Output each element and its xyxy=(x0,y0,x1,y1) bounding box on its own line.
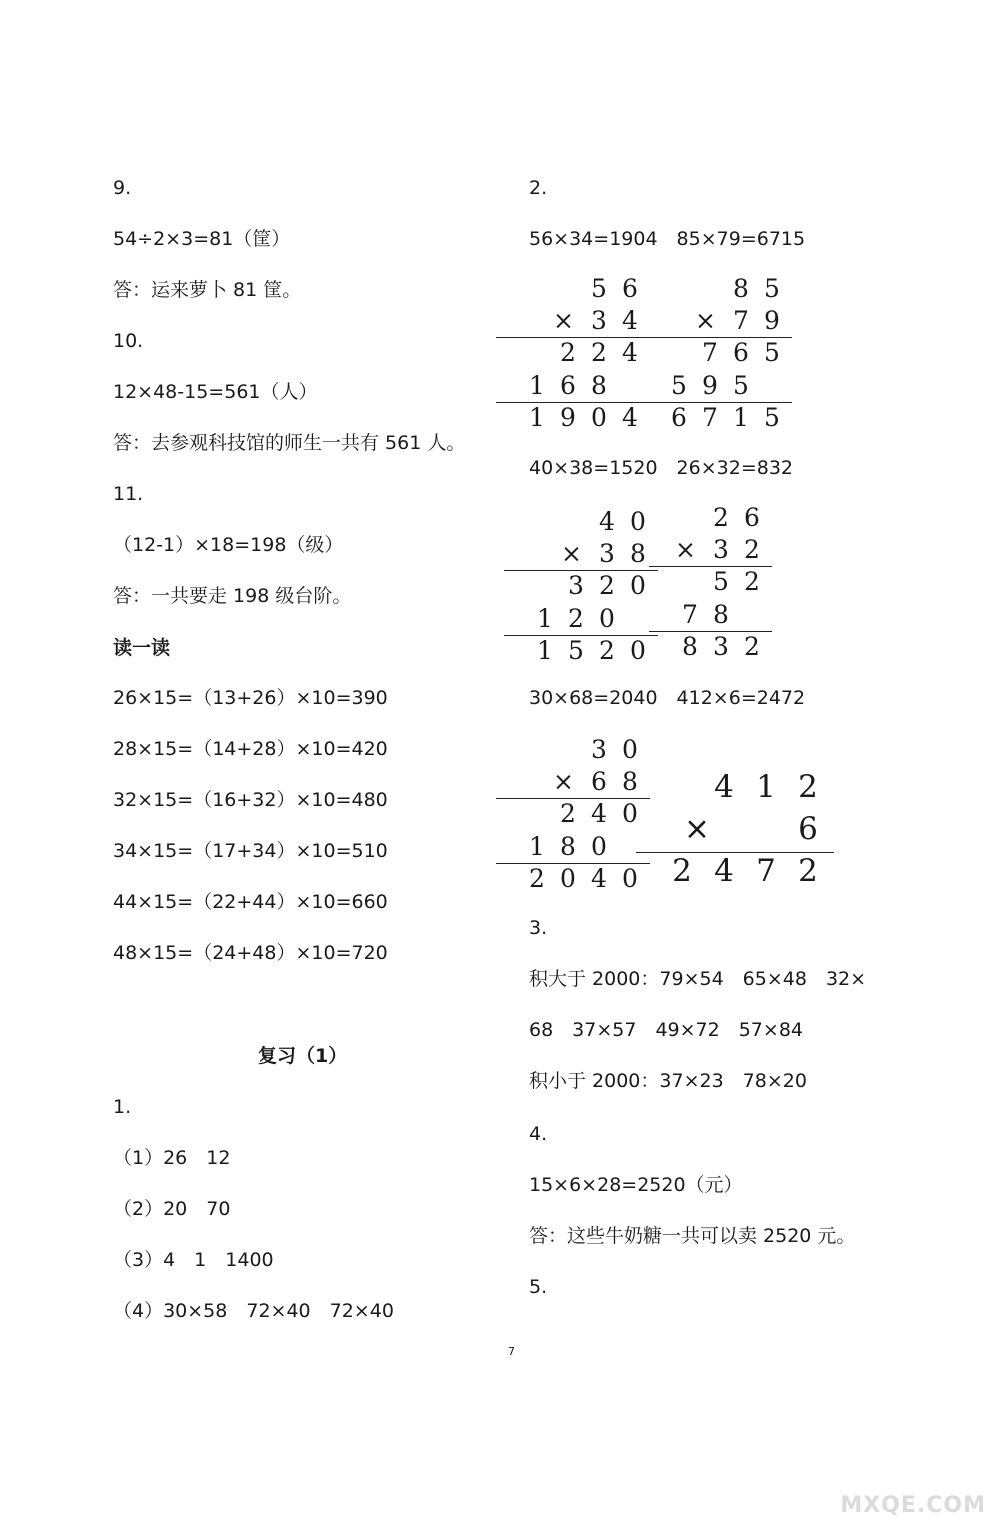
calc-digit: 0 xyxy=(599,603,615,633)
calc-digit: 2 xyxy=(672,853,692,889)
calc-digit: 8 xyxy=(682,631,698,661)
calc-digit: 1 xyxy=(756,769,776,805)
calc-digit: 2 xyxy=(798,853,818,889)
calc-digit: 8 xyxy=(560,831,576,861)
calc-digit: 0 xyxy=(622,863,638,893)
calc-digit: 4 xyxy=(622,338,638,368)
calc-digit: 1 xyxy=(529,831,545,861)
calc-digit: 5 xyxy=(568,635,584,665)
calc-digit: 4 xyxy=(622,402,638,432)
left-line: （1）26 12 xyxy=(113,1147,231,1169)
calc-digit: 3 xyxy=(568,571,584,601)
left-line: （2）20 70 xyxy=(113,1198,231,1220)
calc-digit: 6 xyxy=(798,811,818,847)
calc-digit: 0 xyxy=(630,507,646,536)
left-line: 44×15=（22+44）×10=660 xyxy=(113,891,388,913)
calc-digit: 3 xyxy=(713,631,729,661)
calc-digit: 6 xyxy=(733,338,749,368)
calc-digit: 3 xyxy=(591,306,607,336)
multiply-sign: × xyxy=(684,811,710,847)
calc-digit: 6 xyxy=(671,402,687,432)
calc-digit: 8 xyxy=(713,599,729,629)
left-line: 28×15=（14+28）×10=420 xyxy=(113,738,388,760)
calc-digit: 4 xyxy=(714,853,734,889)
right-line: 积大于 2000：79×54 65×48 32× xyxy=(529,968,867,990)
right-line: 4. xyxy=(529,1123,548,1145)
calc-digit: 6 xyxy=(560,370,576,400)
calc-digit: 1 xyxy=(537,603,553,633)
calc-digit: 2 xyxy=(744,535,760,565)
section-title: 复习（1） xyxy=(258,1045,348,1067)
left-line: （4）30×58 72×40 72×40 xyxy=(113,1300,394,1322)
calc-digit: 8 xyxy=(733,274,749,303)
right-line: 3. xyxy=(529,917,548,939)
page-number: 7 xyxy=(508,1345,515,1358)
calc-digit: 2 xyxy=(560,338,576,368)
multiply-sign: × xyxy=(553,306,574,336)
calc-digit: 0 xyxy=(630,571,646,601)
left-line: 11. xyxy=(113,483,144,505)
calc-digit: 3 xyxy=(591,735,607,764)
calc-digit: 2 xyxy=(568,603,584,633)
calc-digit: 5 xyxy=(671,370,687,400)
right-line: 2. xyxy=(529,177,548,199)
left-line: 54÷2×3=81（筐） xyxy=(113,228,291,250)
right-line: 答：这些牛奶糖一共可以卖 2520 元。 xyxy=(529,1225,856,1247)
calc-digit: 2 xyxy=(591,338,607,368)
left-line: 48×15=（24+48）×10=720 xyxy=(113,942,388,964)
calc-digit: 5 xyxy=(764,274,780,303)
left-line: 12×48-15=561（人） xyxy=(113,381,318,403)
left-line: （3）4 1 1400 xyxy=(113,1249,274,1271)
left-line: 答：一共要走 198 级台阶。 xyxy=(113,585,352,607)
right-line: 5. xyxy=(529,1276,548,1298)
calc-digit: 2 xyxy=(798,769,818,805)
left-line: 读一读 xyxy=(113,637,171,659)
calc-digit: 7 xyxy=(682,599,698,629)
calc-digit: 6 xyxy=(591,767,607,797)
calc-digit: 2 xyxy=(744,567,760,597)
left-line: 9. xyxy=(113,177,132,199)
calc-digit: 0 xyxy=(560,863,576,893)
left-line: 26×15=（13+26）×10=390 xyxy=(113,687,388,709)
calc-digit: 5 xyxy=(764,402,780,432)
right-line: 56×34=1904 85×79=6715 xyxy=(529,228,806,250)
calc-digit: 0 xyxy=(630,635,646,665)
watermark-logo xyxy=(816,1398,986,1518)
calc-digit: 4 xyxy=(591,863,607,893)
calc-digit: 5 xyxy=(764,338,780,368)
multiply-sign: × xyxy=(561,539,582,569)
calc-digit: 9 xyxy=(560,402,576,432)
calc-digit: 8 xyxy=(622,767,638,797)
calc-digit: 5 xyxy=(713,567,729,597)
left-line: 1. xyxy=(113,1096,132,1118)
calc-digit: 0 xyxy=(591,831,607,861)
calc-digit: 7 xyxy=(733,306,749,336)
multiply-sign: × xyxy=(675,535,696,565)
multiply-sign: × xyxy=(553,767,574,797)
calc-digit: 1 xyxy=(733,402,749,432)
calc-digit: 6 xyxy=(622,274,638,303)
calc-digit: 3 xyxy=(713,535,729,565)
calc-digit: 2 xyxy=(744,631,760,661)
calc-digit: 9 xyxy=(702,370,718,400)
right-line: 积小于 2000：37×23 78×20 xyxy=(529,1070,807,1092)
calc-digit: 7 xyxy=(702,338,718,368)
calc-digit: 7 xyxy=(756,853,776,889)
calc-digit: 4 xyxy=(599,507,615,536)
calc-digit: 0 xyxy=(622,799,638,829)
watermark-text: MXQE.COM xyxy=(840,1493,986,1518)
calc-digit: 2 xyxy=(560,799,576,829)
calc-digit: 2 xyxy=(713,503,729,532)
calc-digit: 1 xyxy=(537,635,553,665)
calc-digit: 7 xyxy=(702,402,718,432)
calc-digit: 0 xyxy=(591,402,607,432)
right-line: 68 37×57 49×72 57×84 xyxy=(529,1019,803,1041)
calc-digit: 4 xyxy=(591,799,607,829)
calc-digit: 1 xyxy=(529,402,545,432)
calc-digit: 8 xyxy=(630,539,646,569)
left-line: 32×15=（16+32）×10=480 xyxy=(113,789,388,811)
calc-digit: 2 xyxy=(599,635,615,665)
right-line: 40×38=1520 26×32=832 xyxy=(529,457,794,479)
calc-digit: 4 xyxy=(622,306,638,336)
calc-digit: 3 xyxy=(599,539,615,569)
left-line: 答：运来萝卜 81 筐。 xyxy=(113,279,302,301)
right-line: 30×68=2040 412×6=2472 xyxy=(529,687,806,709)
calc-digit: 5 xyxy=(733,370,749,400)
left-line: 10. xyxy=(113,330,144,352)
calc-digit: 2 xyxy=(529,863,545,893)
calc-digit: 5 xyxy=(591,274,607,303)
right-line: 15×6×28=2520（元） xyxy=(529,1174,743,1196)
calc-digit: 4 xyxy=(714,769,734,805)
calc-digit: 1 xyxy=(529,370,545,400)
calc-digit: 9 xyxy=(764,306,780,336)
calc-digit: 8 xyxy=(591,370,607,400)
left-line: 答：去参观科技馆的师生一共有 561 人。 xyxy=(113,432,466,454)
calc-digit: 0 xyxy=(622,735,638,764)
left-line: （12-1）×18=198（级） xyxy=(113,534,344,556)
calc-digit: 6 xyxy=(744,503,760,532)
left-line: 34×15=（17+34）×10=510 xyxy=(113,840,388,862)
calc-digit: 2 xyxy=(599,571,615,601)
multiply-sign: × xyxy=(695,306,716,336)
